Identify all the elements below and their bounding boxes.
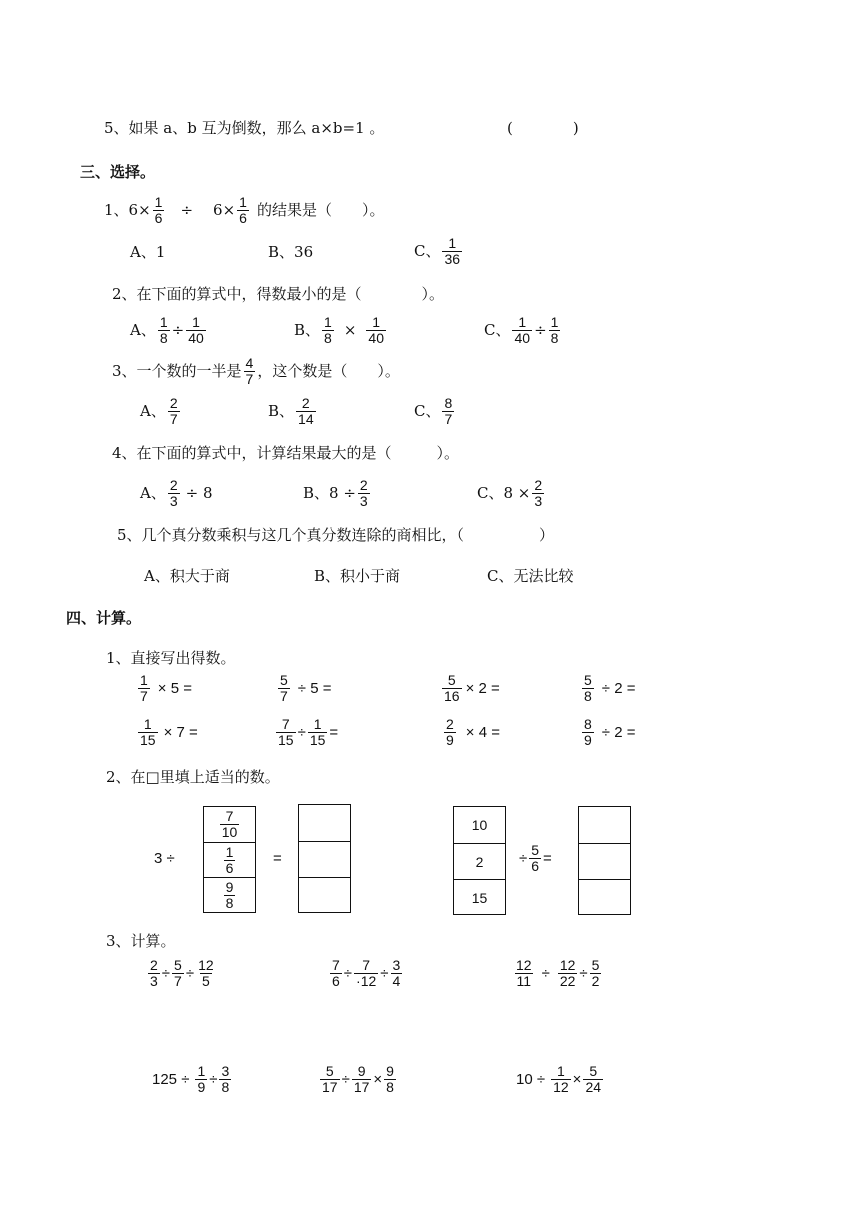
fraction [138, 673, 150, 703]
denominator: 36 [444, 250, 461, 267]
fraction [384, 1064, 396, 1094]
denominator: 6 [154, 209, 163, 226]
denominator: 7 [140, 687, 148, 704]
expr-text: × 5 = [157, 679, 192, 697]
calc-item [580, 673, 635, 703]
denominator: 14 [298, 410, 314, 427]
fraction [168, 478, 180, 508]
numerator: 1 [140, 672, 148, 688]
number-cell: 15 [454, 879, 505, 916]
option-b: B、积小于商 [314, 567, 401, 585]
expr-text: × 2 = [465, 679, 500, 697]
denominator: 6 [239, 209, 247, 226]
fraction [148, 958, 160, 988]
numerator: 1 [448, 235, 457, 251]
numerator: 5 [325, 1063, 334, 1079]
numerator: 1 [154, 194, 163, 210]
denominator: 16 [444, 687, 460, 704]
numerator: 5 [447, 672, 456, 688]
numerator: 2 [169, 395, 178, 411]
denominator: 9 [584, 731, 592, 748]
fraction [391, 958, 403, 988]
question-text: 3、一个数的一半是 [112, 361, 242, 380]
fraction [220, 809, 240, 839]
numerator: 9 [225, 879, 234, 896]
expr-text: × 7 = [163, 723, 198, 741]
option-c [484, 315, 562, 345]
answer-box[interactable] [299, 841, 350, 878]
calc-item [136, 673, 192, 703]
fraction [278, 673, 290, 703]
question-text: 的结果是（ ）。 [256, 200, 385, 219]
denominator: 6 [225, 860, 234, 876]
operator: ÷ [380, 964, 389, 982]
calc-expression-6 [516, 1064, 605, 1094]
option-label: C、 [414, 241, 441, 260]
denominator: 8 [324, 329, 332, 346]
option-a [140, 396, 182, 426]
calc-expression-1 [146, 958, 218, 988]
denominator: 17 [353, 1078, 370, 1095]
denominator: 9 [446, 731, 454, 748]
numerator: 2 [150, 957, 158, 973]
numerator: 2 [534, 477, 543, 493]
expr-text: 3 ÷ [154, 850, 175, 867]
fraction [512, 315, 532, 345]
calc-item [442, 717, 500, 747]
fraction [195, 1064, 207, 1094]
divisor-expr [519, 843, 552, 873]
operator: × [572, 1070, 582, 1088]
numerator: 9 [386, 1063, 394, 1079]
fraction [158, 315, 170, 345]
operator: ÷ [579, 964, 588, 982]
numerator: 1 [197, 1063, 206, 1079]
fraction [442, 236, 462, 266]
denominator: 8 [584, 687, 592, 704]
expr-text: ÷ 2 = [601, 723, 636, 741]
fraction [549, 315, 561, 345]
option-label: C、 [414, 401, 441, 420]
denominator: 15 [140, 731, 156, 748]
option-b [268, 396, 318, 426]
option-label: C、 [484, 320, 511, 339]
fraction [558, 958, 578, 988]
numerator: 7 [362, 957, 371, 973]
fraction [551, 1064, 571, 1094]
denominator: 9 [197, 1078, 206, 1095]
operator: ÷ [534, 320, 547, 339]
option-label: A、 [140, 401, 166, 420]
operator: ÷ [343, 964, 353, 982]
option-label: B、 [268, 401, 295, 420]
numerator: 7 [281, 716, 290, 732]
numerator: 2 [301, 395, 310, 411]
numerator: 1 [159, 314, 168, 330]
number-cell: 2 [454, 843, 505, 880]
denominator: 2 [591, 972, 600, 989]
denominator: 4 [392, 972, 401, 989]
fraction [237, 195, 249, 225]
numerator: 12 [516, 957, 532, 973]
denominator: 11 [516, 972, 532, 989]
numerator: 4 [245, 355, 254, 371]
fraction [308, 717, 328, 747]
given-numbers-column [453, 806, 506, 915]
answer-box[interactable] [579, 879, 630, 916]
numerator: 1 [372, 314, 381, 330]
denominator: 40 [368, 329, 384, 346]
option-a: A、积大于商 [144, 567, 230, 585]
denominator: 22 [559, 972, 576, 989]
denominator: 3 [534, 492, 543, 509]
numerator: 1 [518, 314, 527, 330]
answer-boxes-right[interactable] [578, 806, 631, 915]
fraction [442, 396, 454, 426]
numerator: 1 [143, 716, 152, 732]
numerator: 5 [591, 957, 600, 973]
fraction [320, 1064, 340, 1094]
expr-text: × 4 = [465, 723, 500, 741]
denominator: 40 [514, 329, 531, 346]
operator: ÷ [519, 849, 528, 867]
calc-item [440, 673, 500, 703]
numerator: 12 [559, 957, 576, 973]
option-c: C、无法比较 [487, 567, 574, 585]
choice-question-4: 4、在下面的算式中，计算结果最大的是（ ）。 [112, 444, 460, 462]
option-label: C、8 × [477, 483, 531, 502]
fraction-cell [204, 877, 255, 913]
fraction [172, 958, 184, 988]
judge-item-5-text: 5、如果 a、b 互为倒数，那么 a×b=1 。 [104, 119, 385, 137]
fraction [514, 958, 534, 988]
denominator: 8 [550, 329, 559, 346]
judge-item-5 [104, 121, 384, 136]
fraction-cell [204, 842, 255, 878]
denominator: 8 [225, 895, 234, 911]
fraction [582, 717, 594, 747]
fraction [153, 195, 165, 225]
numerator: 3 [221, 1063, 230, 1079]
operator: ÷ [171, 320, 185, 339]
fraction [224, 845, 236, 875]
operator: ÷ [180, 200, 194, 219]
numerator: 5 [584, 672, 592, 688]
calc-item [136, 717, 198, 747]
expr-text: = [329, 723, 339, 741]
operator: × [373, 1070, 383, 1088]
fraction [352, 1064, 372, 1094]
option-a [130, 315, 208, 345]
denominator: 7 [169, 410, 178, 427]
numerator: 7 [332, 957, 340, 973]
fraction [442, 673, 462, 703]
operator: × [343, 320, 357, 339]
denominator: ·12 [356, 972, 377, 989]
fraction [583, 1064, 603, 1094]
denominator: 6 [531, 857, 540, 874]
numerator: 2 [169, 477, 178, 493]
calc-expression-3 [512, 958, 603, 988]
answer-paren: ( ) [507, 119, 579, 137]
option-label: B、8 ÷ [303, 483, 356, 502]
denominator: 8 [386, 1078, 394, 1095]
option-label: A、 [130, 320, 156, 339]
fraction [354, 958, 378, 988]
question-text: ，这个数是（ ）。 [257, 361, 400, 380]
fraction [532, 478, 544, 508]
fraction [366, 315, 386, 345]
numerator: 1 [324, 314, 332, 330]
denominator: 8 [159, 329, 168, 346]
fraction [358, 478, 370, 508]
fraction [224, 880, 236, 910]
operator: ÷ [185, 964, 195, 982]
calc-item [276, 673, 331, 703]
denominator: 3 [359, 492, 368, 509]
denominator: 3 [150, 972, 158, 989]
fraction [219, 1064, 231, 1094]
calc-part-2-title: 2、在□里填上适当的数。 [106, 768, 280, 786]
numerator: 8 [584, 716, 592, 732]
choice-question-3 [112, 356, 400, 386]
calc-expression-4 [152, 1064, 233, 1094]
question-number: 1、 [104, 200, 129, 219]
option-label: B、 [294, 320, 321, 339]
denominator: 7 [280, 687, 288, 704]
fraction [186, 315, 206, 345]
denominator: 12 [553, 1078, 569, 1095]
numerator: 8 [444, 395, 453, 411]
answer-box[interactable] [579, 807, 630, 843]
choice-question-2: 2、在下面的算式中，得数最小的是（ ）。 [112, 285, 445, 303]
numerator: 1 [192, 314, 200, 330]
numerator: 5 [280, 672, 288, 688]
option-b [294, 315, 388, 345]
calc-expression-2 [328, 958, 404, 988]
calc-part-3-title: 3、计算。 [106, 932, 176, 950]
operator: ÷ [341, 1070, 350, 1088]
numerator: 3 [392, 957, 401, 973]
fraction [582, 673, 594, 703]
numerator: 1 [550, 314, 559, 330]
fraction [444, 717, 456, 747]
option-b [303, 478, 372, 508]
denominator: 8 [221, 1078, 230, 1095]
fraction [590, 958, 602, 988]
fraction [244, 356, 256, 386]
numerator: 1 [225, 844, 234, 861]
option-label: A、 [140, 483, 166, 502]
section-3-title: 三、选择。 [80, 163, 156, 181]
given-fractions-column [203, 806, 256, 913]
equals-sign: = [273, 850, 282, 867]
numerator: 5 [174, 957, 182, 973]
denominator: 6 [332, 972, 340, 989]
numerator: 2 [359, 477, 368, 493]
calc-item [580, 717, 635, 747]
fraction [322, 315, 334, 345]
choice-question-5: 5、几个真分数乘积与这几个真分数连除的商相比，（ ） [117, 526, 555, 544]
operator: ÷ [209, 1070, 218, 1088]
option-c [414, 396, 456, 426]
option-b: B、36 [268, 243, 314, 261]
number-cell: 10 [471, 817, 488, 833]
fraction [330, 958, 342, 988]
choice-question-1 [104, 195, 384, 225]
option-c [477, 478, 546, 508]
denominator: 17 [322, 1078, 338, 1095]
equals-sign: = [543, 849, 552, 867]
numerator: 5 [589, 1063, 598, 1079]
numerator: 2 [446, 716, 454, 732]
fraction [529, 843, 541, 873]
option-c [414, 236, 464, 266]
expr-text: 125 ÷ [152, 1070, 190, 1088]
expr-text: ÷ 5 = [297, 679, 332, 697]
expr-text: 10 ÷ [516, 1070, 546, 1088]
denominator: 40 [188, 329, 204, 346]
operator: ÷ [161, 964, 171, 982]
expr-text: 6× [213, 200, 236, 219]
calc-part-1-title: 1、直接写出得数。 [106, 649, 236, 667]
expr-text: 6× [128, 200, 151, 219]
fraction [138, 717, 158, 747]
numerator: 5 [531, 842, 540, 858]
numerator: 9 [357, 1063, 366, 1079]
denominator: 7 [245, 370, 254, 387]
denominator: 15 [309, 731, 326, 748]
numerator: 1 [239, 194, 247, 210]
denominator: 7 [174, 972, 182, 989]
operator: ÷ [541, 964, 550, 982]
section-4-title: 四、计算。 [66, 609, 142, 627]
fraction [276, 717, 296, 747]
answer-box[interactable] [579, 843, 630, 880]
calc-item [274, 717, 338, 747]
denominator: 15 [278, 731, 294, 748]
denominator: 7 [444, 410, 453, 427]
fraction [168, 396, 180, 426]
numerator: 12 [198, 957, 214, 973]
numerator: 1 [556, 1063, 565, 1079]
expr-text: ÷ 2 = [601, 679, 636, 697]
fraction-cell [204, 807, 255, 842]
numerator: 7 [225, 808, 234, 825]
option-a: A、1 [130, 243, 166, 261]
denominator: 24 [585, 1078, 602, 1095]
operator: ÷ [297, 723, 306, 741]
denominator: 3 [169, 492, 178, 509]
fraction [296, 396, 316, 426]
numerator: 1 [313, 716, 322, 732]
fraction [196, 958, 216, 988]
calc-expression-5 [318, 1064, 398, 1094]
answer-box[interactable] [299, 877, 350, 914]
answer-box[interactable] [299, 805, 350, 841]
denominator: 10 [221, 824, 238, 840]
option-a [140, 478, 213, 508]
denominator: 5 [201, 972, 210, 989]
expr-text: ÷ 8 [185, 483, 213, 502]
answer-boxes-left[interactable] [298, 804, 351, 913]
